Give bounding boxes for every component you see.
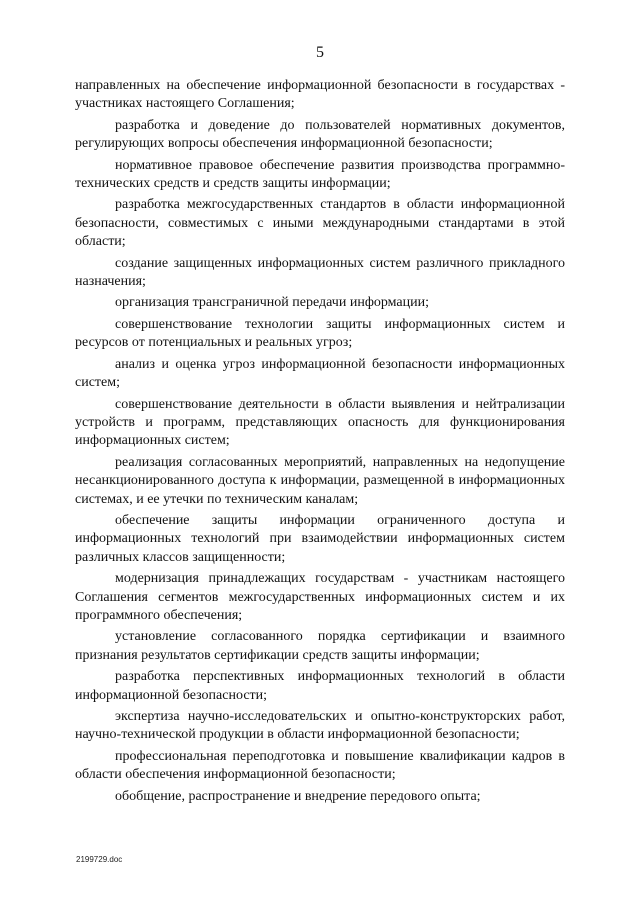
paragraph: обеспечение защиты информации ограниченного доступа и информационных технологий при взаимодействии информационных систем различных классов защищенности; xyxy=(75,512,565,565)
page-number: 5 xyxy=(316,44,324,61)
paragraph: совершенствование технологии защиты информационных систем и ресурсов от потенциальных и реальных угроз; xyxy=(75,316,565,351)
paragraph: модернизация принадлежащих государствам - участникам настоящего Соглашения сегментов межгосударственных информационных систем и их программного обеспечения; xyxy=(75,571,565,623)
paragraph: нормативное правовое обеспечение развития производства программно-технических средств и средств защиты информации; xyxy=(75,157,565,192)
paragraph: профессиональная переподготовка и повышение квалификации кадров в области обеспечения информационной безопасности; xyxy=(75,748,565,783)
paragraph: разработка перспективных информационных технологий в области информационной безопасности; xyxy=(75,669,565,703)
paragraph: совершенствование деятельности в области выявления и нейтрализации устройств и программ, представляющих опасность для функционирования информационных систем; xyxy=(75,396,565,449)
paragraph: установление согласованного порядка сертификации и взаимного признания результатов сертификации средств защиты информации; xyxy=(75,629,565,663)
footer-filename: 2199729.doc xyxy=(76,855,123,864)
document-body xyxy=(75,77,565,809)
paragraph: разработка и доведение до пользователей нормативных документов, регулирующих вопросы обеспечения информационной безопасности; xyxy=(75,117,565,152)
paragraph: обобщение, распространение и внедрение передового опыта; xyxy=(115,788,481,804)
paragraph: анализ и оценка угроз информационной безопасности информационных систем; xyxy=(75,356,565,391)
paragraph: реализация согласованных мероприятий, направленных на недопущение несанкционированного доступа к информации, размещенной в информационных системах, и ее утечки по техническим каналам; xyxy=(75,454,565,507)
paragraph: организация трансграничной передачи информации; xyxy=(115,295,430,311)
paragraph: экспертиза научно-исследовательских и опытно-конструкторских работ, научно-технической продукции в области информационной безопасности; xyxy=(75,709,565,743)
paragraph: направленных на обеспечение информационной безопасности в государствах - участниках настоящего Соглашения; xyxy=(75,78,565,112)
paragraph: создание защищенных информационных систем различного прикладного назначения; xyxy=(75,255,565,290)
paragraph: разработка межгосударственных стандартов в области информационной безопасности, совместимых с иными международными стандартами в этой области; xyxy=(75,197,565,250)
